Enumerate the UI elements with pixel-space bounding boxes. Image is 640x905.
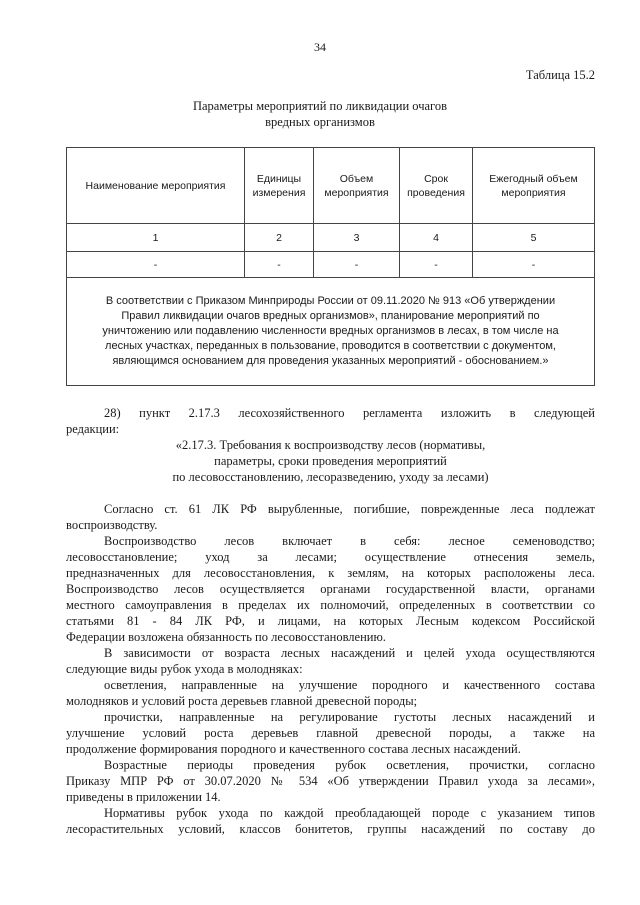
table-cell: - <box>67 252 245 278</box>
paragraph: Согласно ст. 61 ЛК РФ вырубленные, погибшие, поврежденные леса подлежат воспроизводству. <box>66 502 595 532</box>
table-cell: 5 <box>473 224 595 252</box>
table-cell: 4 <box>400 224 473 252</box>
header-cell-volume: Объем мероприятия <box>314 148 400 224</box>
table-note: В соответствии с Приказом Минприроды России от 09.11.2020 № 913 «Об утверждении Правил ликвидации очагов вредных организмов», планирование мероприятий по уничтожению или подавлению численности вредных организмов в лесах, в том числе на лесных участках, переданных в пользование, проводится в соответствии с документом, являющимся основанием для проведения указанных мероприятий - обоснованием.» <box>67 278 595 386</box>
paragraph: Воспроизводство лесов включает в себя: лесное семеноводство; лесовосстановление; уход за лесами; осуществление отнесения земель, предназначенных для лесовосстановления, к землям, на которых расположены леса. Воспроизводство лесов осуществляется органами государственной власти, органами местного самоуправления в пределах их полномочий, определенных в соответствии со статьями 81 - 84 ЛК РФ, и лицами, на которых Лесным кодексом Российской Федерации возложена обязанность по лесовосстановлению. <box>66 534 595 644</box>
table-row <box>67 252 595 278</box>
paragraph: Возрастные периоды проведения рубок осветления, прочистки, согласно Приказу МПР РФ от 30.07.2020 № 534 «Об утверждении Правил ухода за лесами», приведены в приложении 14. <box>66 758 595 804</box>
table-header-row <box>67 148 595 224</box>
table-cell: - <box>400 252 473 278</box>
header-cell-units: Единицы измерения <box>245 148 314 224</box>
table-cell: - <box>473 252 595 278</box>
section-heading: «2.17.3. Требования к воспроизводству лесов (нормативы, параметры, сроки проведения мероприятий по лесовосстановлению, лесоразведению, уходу за лесами) <box>172 438 489 484</box>
header-cell-term: Срок проведения <box>400 148 473 224</box>
table-number-row <box>67 224 595 252</box>
paragraph: осветления, направленные на улучшение породного и качественного состава молодняков и условий роста деревьев главной древесной породы; <box>66 678 595 708</box>
table-title <box>0 98 640 130</box>
header-cell-name: Наименование мероприятия <box>67 148 245 224</box>
table-title-line: Параметры мероприятий по ликвидации очагов <box>192 99 447 113</box>
table-cell: - <box>245 252 314 278</box>
paragraph: В зависимости от возраста лесных насаждений и целей ухода осуществляются следующие виды рубок ухода в молодняках: <box>66 646 595 676</box>
table-note-row <box>67 278 595 386</box>
paragraph: прочистки, направленные на регулирование густоты лесных насаждений и улучшение условий роста деревьев главной древесной породы, а также на продолжение формирования породного и качественного состава лесных насаждений. <box>66 710 595 756</box>
header-cell-annual-volume: Ежегодный объем мероприятия <box>473 148 595 224</box>
paragraph: Нормативы рубок ухода по каждой преобладающей породе с указанием типов лесорастительных условий, классов бонитетов, группы насаждений по составу до <box>66 806 595 836</box>
body-text <box>66 405 595 837</box>
table-cell: - <box>314 252 400 278</box>
table-label: Таблица 15.2 <box>525 68 595 82</box>
parameters-table <box>66 147 595 386</box>
table-cell: 2 <box>245 224 314 252</box>
paragraph-item-28: 28) пункт 2.17.3 лесохозяйственного регламента изложить в следующей редакции: <box>66 406 595 436</box>
table-cell: 3 <box>314 224 400 252</box>
table-title-line: вредных организмов <box>265 115 375 129</box>
page-number: 34 <box>314 40 326 54</box>
table-cell: 1 <box>67 224 245 252</box>
